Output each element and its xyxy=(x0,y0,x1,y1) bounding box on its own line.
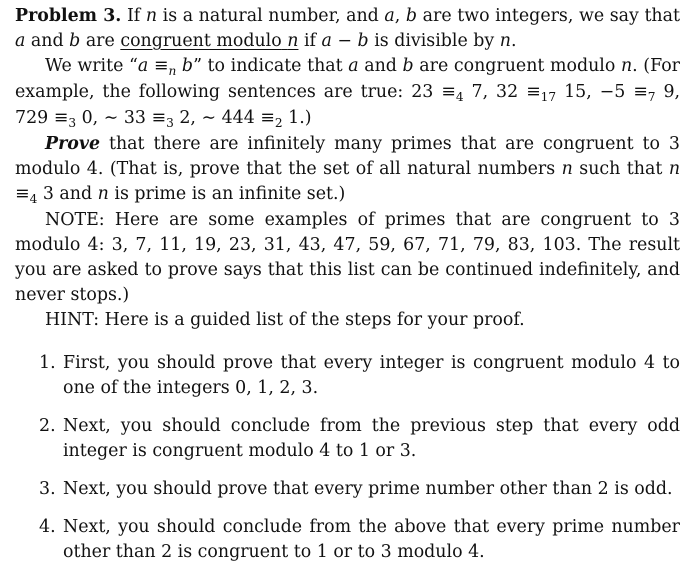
example-modulus: 3 xyxy=(166,116,174,131)
text: We write “ xyxy=(45,56,138,76)
example xyxy=(599,82,675,105)
var-a: a xyxy=(137,56,149,76)
example xyxy=(496,82,587,105)
hint-paragraph: HINT: Here is a guided list of the steps for your proof. xyxy=(45,310,525,330)
text: ” to indicate that xyxy=(193,56,343,76)
text: . (For example, the following sentences are true: xyxy=(15,56,680,102)
var-a: a xyxy=(15,31,26,51)
text: is a natural number, and xyxy=(162,6,379,26)
difference-expr: a − b xyxy=(321,31,369,51)
separator: , xyxy=(92,108,99,128)
var-b: b xyxy=(405,6,418,26)
var-b: b xyxy=(69,31,81,51)
congruence-symbol: ≡ xyxy=(633,82,648,102)
example-modulus: 7 xyxy=(647,90,656,105)
example xyxy=(103,108,191,131)
note-paragraph: NOTE: Here are some examples of primes that are congruent to 3 modulo 4: 3, 7, 11, 19, 23, 31, 43, 47, 59, 67, 71, 79, 83, 103. The result you are asked to prove says that this list can be continued indefinitely, and never stops.) xyxy=(15,210,680,305)
var-b: b xyxy=(402,56,414,76)
step-number: 4. xyxy=(39,517,56,537)
prove-label: Prove xyxy=(45,134,101,154)
congruence-symbol: ≡ xyxy=(441,82,456,102)
example xyxy=(201,108,300,131)
example-rhs: 7 xyxy=(471,82,483,102)
var-n: n xyxy=(499,31,511,51)
period: . xyxy=(510,31,517,51)
example-lhs: ∼ 444 xyxy=(201,108,255,128)
text: are congruent modulo xyxy=(419,56,616,76)
text: that there are infinitely many primes that are congruent to 3 modulo 4. (That is, prove that the set of all natural numbers xyxy=(15,134,680,179)
congruence-symbol: ≡ xyxy=(153,56,169,76)
example-rhs: 2 xyxy=(179,108,191,128)
step-number: 2. xyxy=(39,416,56,436)
example xyxy=(411,82,483,105)
congruence-symbol: ≡ xyxy=(260,108,275,128)
var-n: n xyxy=(668,159,681,179)
example-modulus: 4 xyxy=(455,90,464,105)
text: is prime is an infinite set.) xyxy=(114,184,346,204)
congruence-symbol: ≡ xyxy=(53,108,69,128)
example-modulus: 2 xyxy=(274,116,283,131)
step-number: 1. xyxy=(39,353,56,373)
defined-term-text: congruent modulo xyxy=(120,31,282,51)
example-rhs: 9 xyxy=(663,82,675,102)
text: are xyxy=(85,31,115,51)
text: and xyxy=(30,31,64,51)
step-text: Next, you should conclude from the previous step that every odd integer is congruent modulo 4 to 1 or 3. xyxy=(63,416,680,461)
modulus-sub: n xyxy=(168,64,177,79)
var-b: b xyxy=(181,56,194,76)
example-lhs: 23 xyxy=(411,82,434,102)
var-n: n xyxy=(97,184,109,204)
example-modulus: 3 xyxy=(68,116,77,131)
example-rhs: 1 xyxy=(288,108,300,128)
example-lhs: ∼ 33 xyxy=(103,108,146,128)
modulus-sub: 4 xyxy=(29,192,38,207)
definition-paragraph: Problem 3. If n is a natural number, and a, b are two integers, we say that a and b are congruent modulo n if a − b is divisible by n. xyxy=(15,6,680,51)
example-lhs: 32 xyxy=(496,82,519,102)
congruence-symbol: ≡ xyxy=(526,82,541,102)
example xyxy=(15,108,93,131)
var-n: n xyxy=(561,159,573,179)
text: if xyxy=(303,31,316,51)
var-a: a xyxy=(348,56,359,76)
example-lhs: 729 xyxy=(15,108,49,128)
separator: , xyxy=(190,108,196,128)
var-n: n xyxy=(145,6,158,26)
separator: , xyxy=(482,82,489,102)
defined-term xyxy=(120,31,298,51)
text: are two integers, we say that xyxy=(422,6,680,26)
text: such that xyxy=(579,159,663,179)
step-text: Next, you should prove that every prime number other than 2 is odd. xyxy=(63,479,673,499)
list-item xyxy=(15,414,680,464)
step-text: Next, you should conclude from the above that every prime number other than 2 is congruent to 1 or to 3 modulo 4. xyxy=(63,517,680,562)
separator: , xyxy=(674,82,681,102)
list-item xyxy=(15,515,680,565)
list-item xyxy=(15,351,680,401)
step-text: First, you should prove that every integer is congruent modulo 4 to one of the integers 0, 1, 2, 3. xyxy=(63,353,680,398)
list-item xyxy=(15,477,680,502)
closing-paren: .) xyxy=(299,108,312,128)
var-n: n xyxy=(287,31,299,51)
congruence-symbol: ≡ xyxy=(15,184,30,204)
congruence-symbol: ≡ xyxy=(151,108,167,128)
claim-paragraph xyxy=(15,132,680,208)
example-lhs: −5 xyxy=(599,82,626,102)
example-rhs: 15 xyxy=(564,82,587,102)
example-rhs: 0 xyxy=(81,108,93,128)
var-n: n xyxy=(620,56,633,76)
problem-label: Problem 3. xyxy=(15,6,122,26)
step-number: 3. xyxy=(39,479,56,499)
notation-paragraph xyxy=(15,54,680,132)
text: and xyxy=(364,56,397,76)
var-a: a xyxy=(384,6,395,26)
example-modulus: 17 xyxy=(540,90,557,105)
text: If xyxy=(126,6,141,26)
separator: , xyxy=(586,82,592,102)
steps-list xyxy=(15,351,680,565)
text: 3 and xyxy=(42,184,93,204)
text: is divisible by xyxy=(374,31,495,51)
